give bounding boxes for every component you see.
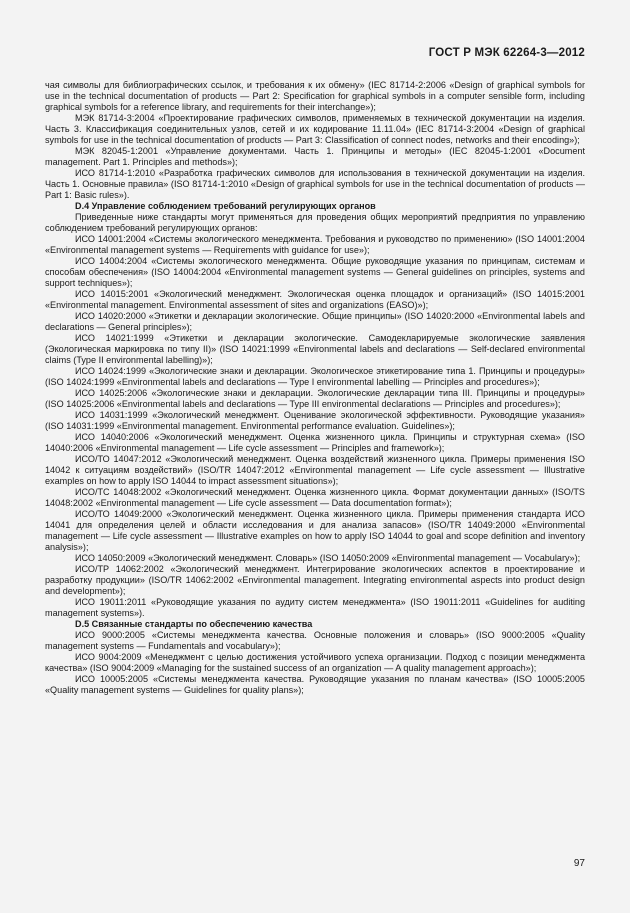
document-body: [45, 80, 585, 696]
paragraph: МЭК 81714-3:2004 «Проектирование графических символов, применяемых в технической документации на изделия. Часть 3. Классификация соединительных узлов, сетей и их кодирование 11.11.04» (IEC 81714-3:2004 «Design of graphical symbols for use in the technical documentation of products — Part 3: Classification of connect nodes, networks and their encoding»);: [45, 113, 585, 145]
paragraph: ИСО 9004:2009 «Менеджмент с целью достижения устойчивого успеха организации. Подход с позиции менеджмента качества» (ISO 9004:2009 «Managing for the sustained success of an organization — A quality management approach»);: [45, 652, 585, 673]
paragraph: ИСО 14040:2006 «Экологический менеджмент. Оценка жизненного цикла. Принципы и структурная схема» (ISO 14040:2006 «Environmental management — Life cycle assessment — Principles and framework»);: [45, 432, 585, 453]
paragraph: ИСО/ТС 14048:2002 «Экологический менеджмент. Оценка жизненного цикла. Формат документации данных» (ISO/TS 14048:2002 «Environmental management — Life cycle assessment — Data documentation format»);: [45, 487, 585, 508]
paragraph: ИСО 14031:1999 «Экологический менеджмент. Оценивание экологической эффективности. Руководящие указания» (ISO 14031:1999 «Environmental management. Environmental performance evaluation. Guidelines»);: [45, 410, 585, 431]
paragraph: чая символы для библиографических ссылок, и требования к их обмену» (IEC 81714-2:2006 «Design of graphical symbols for use in the technical documentation of products — Part 2: Specification for graphical symbols in a computer sensible form, including graphical symbols for a reference library, and requirements for their interchange»);: [45, 80, 585, 112]
paragraph: ИСО 14004:2004 «Системы экологического менеджмента. Общие руководящие указания по принципам, системам и способам обеспечения» (ISO 14004:2004 «Environmental management systems — General guidelines on principles, systems and support techniques»);: [45, 256, 585, 288]
paragraph: ИСО 14021:1999 «Этикетки и декларации экологические. Самодекларируемые экологические заявления (Экологическая маркировка по типу II)» (ISO 14021:1999 «Environmental labels and declarations — Self-declared environmental claims (Type II environmental labelling)»);: [45, 333, 585, 365]
page-number: 97: [573, 858, 585, 869]
paragraph: ИСО 14001:2004 «Системы экологического менеджмента. Требования и руководство по применению» (ISO 14001:2004 «Environmental management systems — Requirements with guidance for use»);: [45, 234, 585, 255]
paragraph: МЭК 82045-1:2001 «Управление документами. Часть 1. Принципы и методы» (IEC 82045-1:2001 «Document management. Part 1. Principles and methods»);: [45, 146, 585, 167]
paragraph: ИСО/ТО 14049:2000 «Экологический менеджмент. Оценка жизненного цикла. Примеры применения стандарта ИСО 14041 для определения целей и области исследования и для анализа запасов» (ISO/TR 14049:2000 «Environmental management — Life cycle assessment — Illustrative examples on how to apply ISO 14044 to goal and scope definition and inventory analysis»);: [45, 509, 585, 552]
paragraph: ИСО 9000:2005 «Системы менеджмента качества. Основные положения и словарь» (ISO 9000:2005 «Quality management systems — Fundamentals and vocabulary»);: [45, 630, 585, 651]
paragraph: ИСО 14020:2000 «Этикетки и декларации экологические. Общие принципы» (ISO 14020:2000 «Environmental labels and declarations — General principles»);: [45, 311, 585, 332]
section-heading: D.4 Управление соблюдением требований регулирующих органов: [75, 201, 376, 211]
paragraph: ИСО 14050:2009 «Экологический менеджмент. Словарь» (ISO 14050:2009 «Environmental management — Vocabulary»);: [75, 553, 581, 563]
paragraph: ИСО/ТР 14062:2002 «Экологический менеджмент. Интегрирование экологических аспектов в проектирование и разработку продукции» (ISO/TR 14062:2002 «Environmental management. Integrating environmental aspects into product design and development»);: [45, 564, 585, 596]
paragraph: Приведенные ниже стандарты могут применяться для проведения общих мероприятий предприятия по управлению соблюдением требований регулирующих органов:: [45, 212, 585, 233]
section-heading: D.5 Связанные стандарты по обеспечению качества: [75, 619, 313, 629]
standard-header: ГОСТ Р МЭК 62264-3—2012: [428, 47, 585, 59]
paragraph: ИСО 19011:2011 «Руководящие указания по аудиту систем менеджмента» (ISO 19011:2011 «Guidelines for auditing management systems»).: [45, 597, 585, 618]
paragraph: ИСО 10005:2005 «Системы менеджмента качества. Руководящие указания по планам качества» (ISO 10005:2005 «Quality management systems — Guidelines for quality plans»);: [45, 674, 585, 695]
paragraph: ИСО/ТО 14047:2012 «Экологический менеджмент. Оценка воздействий жизненного цикла. Примеры применения ISO 14042 к ситуациям воздействий» (ISO/TR 14047:2012 «Environmental management — Life cycle assessment — Illustrative examples on how to apply ISO 14044 to impact assessment situations»);: [45, 454, 585, 486]
paragraph: ИСО 81714-1:2010 «Разработка графических символов для использования в технической документации на изделия. Часть 1. Основные правила» (ISO 81714-1:2010 «Design of graphical symbols for use in the technical documentation of products — Part 1: Basic rules»).: [45, 168, 585, 200]
paragraph: ИСО 14024:1999 «Экологические знаки и декларации. Экологическое этикетирование типа 1. Принципы и процедуры» (ISO 14024:1999 «Environmental labels and declarations — Type I environmental labelling — Principles and procedures»);: [45, 366, 585, 387]
paragraph: ИСО 14015:2001 «Экологический менеджмент. Экологическая оценка площадок и организаций» (ISO 14015:2001 «Environmental management. Environmental assessment of sites and organizations (EASO)»);: [45, 289, 585, 310]
paragraph: ИСО 14025:2006 «Экологические знаки и декларации. Экологические декларации типа III. Принципы и процедуры» (ISO 14025:2006 «Environmental labels and declarations — Type III environmental declarations — Principles and procedures»);: [45, 388, 585, 409]
